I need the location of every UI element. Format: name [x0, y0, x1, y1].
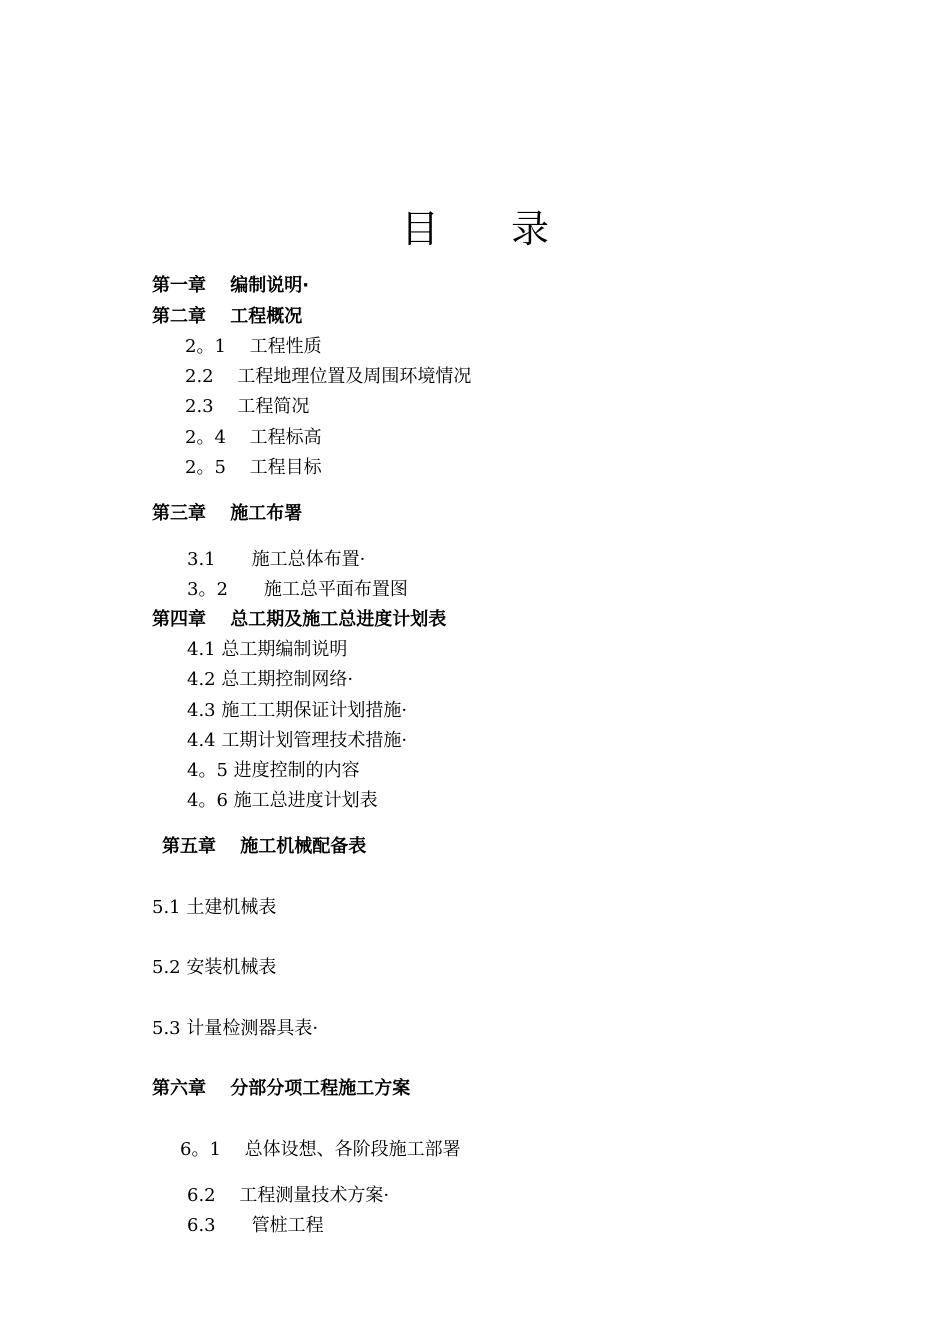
toc-section-3-1[interactable]: 3.1 施工总体布置· [187, 549, 366, 570]
toc-section-3-2[interactable]: 3。2 施工总平面布置图 [187, 579, 408, 600]
toc-section-4-5[interactable]: 4。5 进度控制的内容 [187, 760, 360, 781]
toc-section-2-2[interactable]: 2.2 工程地理位置及周围环境情况 [185, 366, 472, 387]
toc-section-6-2[interactable]: 6.2 工程测量技术方案· [187, 1185, 390, 1206]
toc-chapter-4[interactable]: 第四章 总工期及施工总进度计划表 [152, 609, 447, 630]
toc-section-2-5[interactable]: 2。5 工程目标 [185, 457, 322, 478]
toc-section-6-3[interactable]: 6.3 管桩工程 [187, 1215, 324, 1236]
toc-chapter-1[interactable]: 第一章 编制说明· [152, 275, 310, 296]
toc-section-5-3[interactable]: 5.3 计量检测器具表· [152, 1018, 319, 1039]
toc-section-4-4[interactable]: 4.4 工期计划管理技术措施· [187, 730, 408, 751]
toc-chapter-3[interactable]: 第三章 施工布署 [152, 503, 303, 524]
title-char-2: 录 [511, 207, 550, 251]
toc-section-6-1[interactable]: 6。1 总体设想、各阶段施工部署 [180, 1139, 461, 1160]
toc-section-4-2[interactable]: 4.2 总工期控制网络· [187, 669, 354, 690]
toc-chapter-6[interactable]: 第六章 分部分项工程施工方案 [152, 1078, 411, 1099]
toc-section-4-3[interactable]: 4.3 施工工期保证计划措施· [187, 700, 408, 721]
toc-section-2-1[interactable]: 2。1 工程性质 [185, 336, 322, 357]
title-char-1: 目 [400, 207, 439, 251]
toc-section-2-3[interactable]: 2.3 工程简况 [185, 396, 310, 417]
toc-section-5-2[interactable]: 5.2 安装机械表 [152, 957, 277, 978]
toc-section-4-6[interactable]: 4。6 施工总进度计划表 [187, 790, 378, 811]
toc-title [0, 198, 950, 253]
toc-section-4-1[interactable]: 4.1 总工期编制说明 [187, 639, 348, 660]
toc-chapter-5[interactable]: 第五章 施工机械配备表 [162, 836, 367, 857]
toc-chapter-2[interactable]: 第二章 工程概况 [152, 306, 303, 327]
toc-section-5-1[interactable]: 5.1 土建机械表 [152, 897, 277, 918]
toc-section-2-4[interactable]: 2。4 工程标高 [185, 427, 322, 448]
